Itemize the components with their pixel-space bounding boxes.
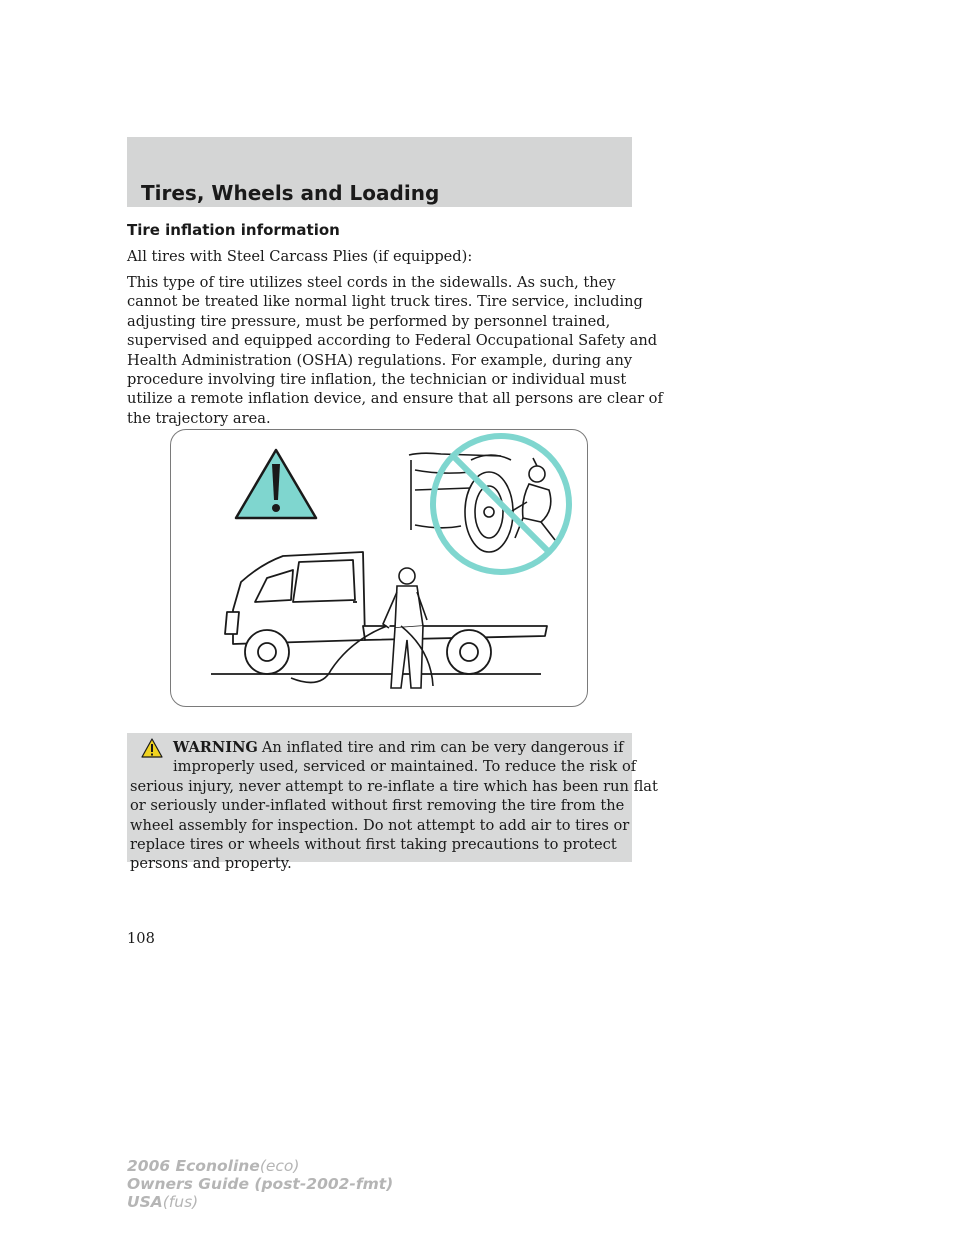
section-heading: Tire inflation information	[127, 221, 340, 239]
footer-guide: Owners Guide (post-2002-fmt)	[127, 1175, 394, 1193]
body-line: procedure involving tire inflation, the technician or individual must	[127, 371, 627, 389]
document-footer	[127, 1157, 393, 1211]
body-line: Health Administration (OSHA) regulations. For example, during any	[127, 351, 633, 369]
footer-region-code: (fus)	[162, 1193, 199, 1211]
section-header-band	[127, 137, 632, 207]
footer-model: 2006 Econoline	[127, 1157, 260, 1175]
chapter-title: Tires, Wheels and Loading	[141, 181, 440, 205]
body-line: utilize a remote inflation device, and ensure that all persons are clear of	[127, 390, 663, 408]
warning-line: replace tires or wheels without first taking precautions to protect	[130, 836, 617, 854]
warning-box	[127, 733, 658, 873]
warning-text	[130, 738, 658, 874]
warning-line: persons and property.	[130, 855, 292, 873]
warning-line: serious injury, never attempt to re-inflate a tire which has been run flat	[130, 777, 658, 795]
warning-line: or seriously under-inflated without first removing the tire from the	[130, 797, 625, 815]
tire-safety-illustration	[170, 429, 588, 707]
warning-triangle-icon	[236, 450, 316, 518]
intro-text: All tires with Steel Carcass Plies (if equipped):	[127, 248, 473, 265]
body-line: supervised and equipped according to Federal Occupational Safety and	[127, 332, 658, 350]
footer-model-code: (eco)	[259, 1157, 300, 1175]
body-line: the trajectory area.	[127, 409, 271, 427]
footer-model-line	[127, 1157, 393, 1175]
body-line: This type of tire utilizes steel cords in the sidewalls. As such, they	[127, 274, 616, 291]
body-line: cannot be treated like normal light truck tires. Tire service, including	[127, 293, 643, 311]
footer-region-line	[127, 1193, 393, 1211]
body-line: adjusting tire pressure, must be performed by personnel trained,	[127, 312, 611, 330]
warning-line: improperly used, serviced or maintained. To reduce the risk of	[173, 758, 637, 776]
warning-label: WARNING	[173, 739, 258, 756]
illustration-svg	[171, 430, 588, 707]
body-paragraph	[127, 273, 663, 428]
footer-region: USA	[127, 1193, 163, 1211]
warning-first-line	[130, 738, 630, 757]
warning-line: wheel assembly for inspection. Do not attempt to add air to tires or	[130, 816, 630, 834]
warning-line: An inflated tire and rim can be very dangerous if	[261, 739, 624, 756]
page-number: 108	[127, 930, 155, 947]
